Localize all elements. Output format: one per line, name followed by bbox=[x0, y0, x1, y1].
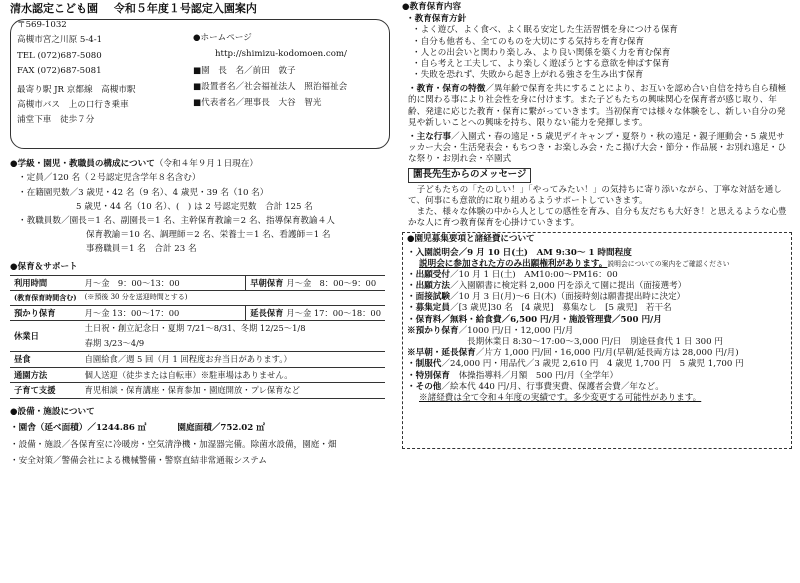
list-item: ・自ら考えと工夫して、より楽しく遊ぼうとする意欲を伸ばす保育 bbox=[412, 58, 670, 69]
list-item bbox=[467, 337, 787, 348]
list-item: ・失敗を恐れず、失敗から起き上がれる強さを生み出す保育 bbox=[412, 70, 644, 81]
item-label: ※早朝・延長保育 bbox=[407, 348, 476, 359]
item-label: ・募集定員 bbox=[407, 303, 450, 314]
table-cell-value: 春期 3/23～4/9 bbox=[81, 336, 385, 351]
staff-count-cont: 保育教諭＝10 名、調理師＝2 名、栄養士＝1 名、看護師＝1 名 bbox=[86, 230, 331, 241]
table-row bbox=[10, 367, 385, 383]
item-label: ※預かり保育 bbox=[407, 325, 459, 336]
zip-code: 〒569-1032 bbox=[17, 20, 67, 31]
table-row bbox=[10, 383, 385, 399]
homepage-link[interactable]: http://shimizu-kodomoen.com/ bbox=[215, 49, 347, 60]
table-cell-label: 預かり保育 bbox=[10, 305, 81, 321]
item-label: ・保育料 bbox=[407, 314, 442, 325]
yard-area: 園庭面積／752.02 ㎡ bbox=[177, 423, 265, 434]
admission-title: 令和５年度１号認定入園案内 bbox=[113, 2, 257, 15]
policy-list bbox=[412, 25, 792, 81]
early-care-label: 早朝保育 bbox=[250, 277, 284, 288]
item-label: ・出願方法 bbox=[407, 281, 450, 292]
fax: FAX (072)687-5081 bbox=[17, 65, 102, 76]
contact-info-box bbox=[10, 19, 390, 149]
table-row bbox=[10, 291, 385, 305]
list-item bbox=[407, 382, 787, 393]
safety-measures: ・安全対策／警備会社による機械警備・警察直結非常通報システム bbox=[10, 455, 267, 466]
table-cell-value: 月～金 9：00～13：00 bbox=[81, 275, 246, 291]
bus-stop: 浦堂下車 徒歩７分 bbox=[17, 115, 95, 126]
staff-heading: ●学級・園児・教職員の構成について bbox=[10, 159, 155, 170]
extended-care-label: 延長保育 bbox=[250, 307, 284, 318]
list-item bbox=[419, 393, 787, 404]
message-heading: 園長先生からのメッセージ bbox=[408, 168, 531, 182]
recruitment-box bbox=[402, 232, 792, 449]
item-text: ／絵本代 440 円/月、行事費実費、保護者会費／年など。 bbox=[441, 381, 664, 392]
table-row bbox=[10, 305, 385, 321]
right-column bbox=[402, 0, 792, 449]
staff-count: ・教職員数／園長＝1 名、副園長＝1 名、主幹保育教諭＝2 名、指導保育教諭４人 bbox=[18, 215, 335, 226]
item-text: ／[3 歳児]30 名 [4 歳児] 募集なし [5 歳児] 若干名 bbox=[449, 303, 672, 314]
item-text: ※諸経費は全て令和４年度の実績です。多少変更する可能性があります。 bbox=[419, 392, 702, 403]
list-item: ・自分も他者も、全てのものを大切にする気持ちを育む保育 bbox=[412, 36, 645, 47]
nearest-station: 最寄り駅 JR 京都線 高槻市駅 bbox=[17, 84, 136, 95]
item-text: 長期休業日 8:30～17:00～3,000 円/日 別途昼食代 1 日 300 円 bbox=[467, 336, 723, 347]
item-text: 体操指導料／月額 500 円/月（全学年） bbox=[449, 370, 619, 381]
extended-care-value: 月～金 17：00～18：00 bbox=[286, 307, 381, 318]
capacity: ・定員／120 名（２号認定児含学年８名含む） bbox=[18, 173, 201, 184]
features-label: ・教育・保育の特徴 bbox=[408, 84, 486, 95]
table-cell-label: (教育保育時間含む) bbox=[10, 291, 81, 305]
table-cell-label: 昼食 bbox=[10, 351, 81, 367]
table-cell-value: 月～金 13：00～17：00 bbox=[81, 305, 246, 321]
item-label: ・特別保育 bbox=[407, 370, 450, 381]
bus-route: 高槻市バス 上の口行き乗車 bbox=[17, 100, 129, 111]
features-paragraph bbox=[408, 84, 792, 129]
list-item bbox=[407, 270, 787, 281]
table-cell-label: 休業日 bbox=[10, 321, 81, 352]
item-text: ／1000 円/日・12,000 円/月 bbox=[458, 325, 574, 336]
list-item bbox=[407, 326, 787, 337]
list-item: ・よく遊び、よく食べ、よく眠る安定した生活習慣を身につける保育 bbox=[412, 25, 678, 36]
message-paragraph-2: また、様々な体験の中から人としての感性を育み、自分も友だちも大好き！と思えるような心豊かな人に育つ教育保育を心掛けていきます。 bbox=[408, 207, 787, 229]
list-item bbox=[407, 348, 787, 359]
item-note: 説明会についての案内をご確認ください bbox=[607, 259, 730, 268]
item-text: ／10 月 1 日(土) AM10:00～PM16：00 bbox=[449, 269, 618, 280]
staff-section-heading bbox=[10, 159, 390, 170]
item-text: ／入園願書に検定料 2,000 円を添えて園に提出（面接選考） bbox=[449, 281, 687, 292]
item-text: ／10 月 3 日(月)～6 日(木)（面接時刻は願書提出時に決定） bbox=[449, 292, 686, 303]
list-item bbox=[407, 248, 787, 259]
homepage-column bbox=[193, 20, 393, 109]
representative-name: ■代表者名／理事長 大谷 智光 bbox=[193, 97, 322, 108]
content-heading: ●教育保育内容 bbox=[402, 2, 462, 12]
table-row bbox=[10, 321, 385, 336]
left-column bbox=[10, 0, 390, 467]
facility-heading: ●設備・施設について bbox=[10, 407, 95, 418]
care-table bbox=[10, 275, 385, 400]
list-item bbox=[407, 281, 787, 292]
features-text: ／異年齢で保育を共にすることにより、お互いを認め合い自信を持ち自ら積極的に関わる事により社会性を身に付けます。また子どもたちの興味関心を保育者が感じ取り、年齢、発達に応じた教育・保育に繋がっていきます。当初保育では様々な体験をし、新しい自分の発見や新しいことへの興味を持ち、限りない能力を発揮します。 bbox=[408, 84, 787, 128]
homepage-label: ●ホームページ bbox=[193, 33, 252, 44]
list-item: ・人との出会いと関わり楽しみ、より良い関係を築く力を育む保育 bbox=[412, 47, 671, 58]
tel: TEL (072)687-5080 bbox=[17, 50, 102, 61]
item-label: ・出願受付 bbox=[407, 269, 450, 280]
care-heading: ●保育＆サポート bbox=[10, 261, 78, 272]
table-row bbox=[10, 351, 385, 367]
facility-area bbox=[10, 423, 390, 434]
policy-heading: ・教育保育方針 bbox=[406, 14, 467, 25]
table-row bbox=[10, 275, 385, 291]
staff-count-total: 事務職員＝1 名 合計 23 名 bbox=[86, 244, 197, 255]
events-label: ・主な行事 bbox=[408, 131, 451, 142]
enrolled-children-cont: 5 歳児・44 名（10 名）、( ) は 2 号認定児数 合計 125 名 bbox=[76, 201, 313, 212]
list-item bbox=[407, 315, 787, 326]
list-item bbox=[407, 359, 787, 370]
item-label: ・面接試験 bbox=[407, 292, 450, 303]
founder-name: ■設置者名／社会福祉法人 照治福祉会 bbox=[193, 81, 348, 92]
table-cell-sublabel bbox=[246, 275, 385, 291]
building-area: ・園舎（延べ面積）／1244.86 ㎡ bbox=[10, 423, 147, 434]
table-cell-value: 個人送迎（徒歩または自転車）※駐車場はありません。 bbox=[81, 367, 385, 383]
table-cell-value: 育児相談・保育講座・保育参加・園庭開放・プレ保育など bbox=[81, 383, 385, 399]
events-paragraph bbox=[408, 132, 792, 166]
page-title bbox=[10, 2, 390, 16]
item-text: ／無料・給食費／6,500 円/月・施設管理費／500 円/月 bbox=[441, 314, 662, 325]
table-cell-label: 利用時間 bbox=[10, 275, 81, 291]
staff-heading-note: （令和４年９月１日現在） bbox=[154, 159, 258, 170]
table-cell-sublabel bbox=[246, 305, 385, 321]
enrolled-children: ・在籍園児数／3 歳児・42 名（9 名）、4 歳児・39 名（10 名） bbox=[18, 187, 269, 198]
contact-column bbox=[17, 20, 187, 126]
list-item bbox=[419, 259, 787, 270]
list-item bbox=[407, 371, 787, 382]
item-label: ・制服代 bbox=[407, 359, 442, 370]
principal-name: ■園 長 名／前田 敦子 bbox=[193, 65, 296, 76]
address: 高槻市宮之川原 5-4-1 bbox=[17, 35, 103, 46]
school-name: 清水認定こども園 bbox=[10, 2, 98, 15]
item-text: ／9 月 10 日(土) AM 9:30～ 1 時間程度 bbox=[458, 247, 632, 258]
item-label: ・その他 bbox=[407, 381, 442, 392]
message-paragraph-1: 子どもたちの「たのしい！」「やってみたい！」の気持ちに寄り添いながら、丁寧な対話を通して、何事にも意欲的に取り組めるようサポートしていきます。 bbox=[408, 184, 782, 206]
events-text: ／入園式・春の遠足・5 歳児デイキャンプ・夏祭り・秋の遠足・親子運動会・5 歳児サッカー大会・生活発表会・もちつき・お楽しみ会・たこ揚げ大会・節分・作品展・お別れ遠足・ひな祭り・お別れ会・卒園式 bbox=[408, 131, 787, 165]
list-item bbox=[407, 292, 787, 303]
item-label: ・入園説明会 bbox=[407, 247, 459, 258]
table-cell-value: 自園給食／週 5 回（月 1 回程度お弁当日があります。） bbox=[81, 351, 385, 367]
list-item bbox=[407, 303, 787, 314]
item-text: ／24,000 円・用品代／3 歳児 2,610 円 4 歳児 1,700 円 5 歳児 1,700 円 bbox=[441, 359, 744, 370]
early-care-value: 月～金 8：00～9：00 bbox=[286, 277, 377, 288]
equipment: ・設備・施設／各保育室に冷暖房・空気清浄機・加湿器完備。除菌水設備，園庭・畑 bbox=[10, 439, 337, 450]
item-text: ／片方 1,000 円/回・16,000 円/月(早朝/延長両方は 28,000 円/月) bbox=[475, 348, 739, 359]
table-cell-value: (※預後 30 分を送迎時間とする) bbox=[81, 291, 385, 305]
table-cell-value: 土日祝・創立記念日・夏期 7/21～8/31、冬期 12/25～1/8 bbox=[81, 321, 385, 336]
item-text: 説明会に参加された方のみ出願権利があります。 bbox=[419, 258, 608, 269]
table-cell-label: 子育て支援 bbox=[10, 383, 81, 399]
recruitment-heading: ●園児募集要項と諸経費について bbox=[407, 234, 535, 245]
table-cell-label: 通園方法 bbox=[10, 367, 81, 383]
